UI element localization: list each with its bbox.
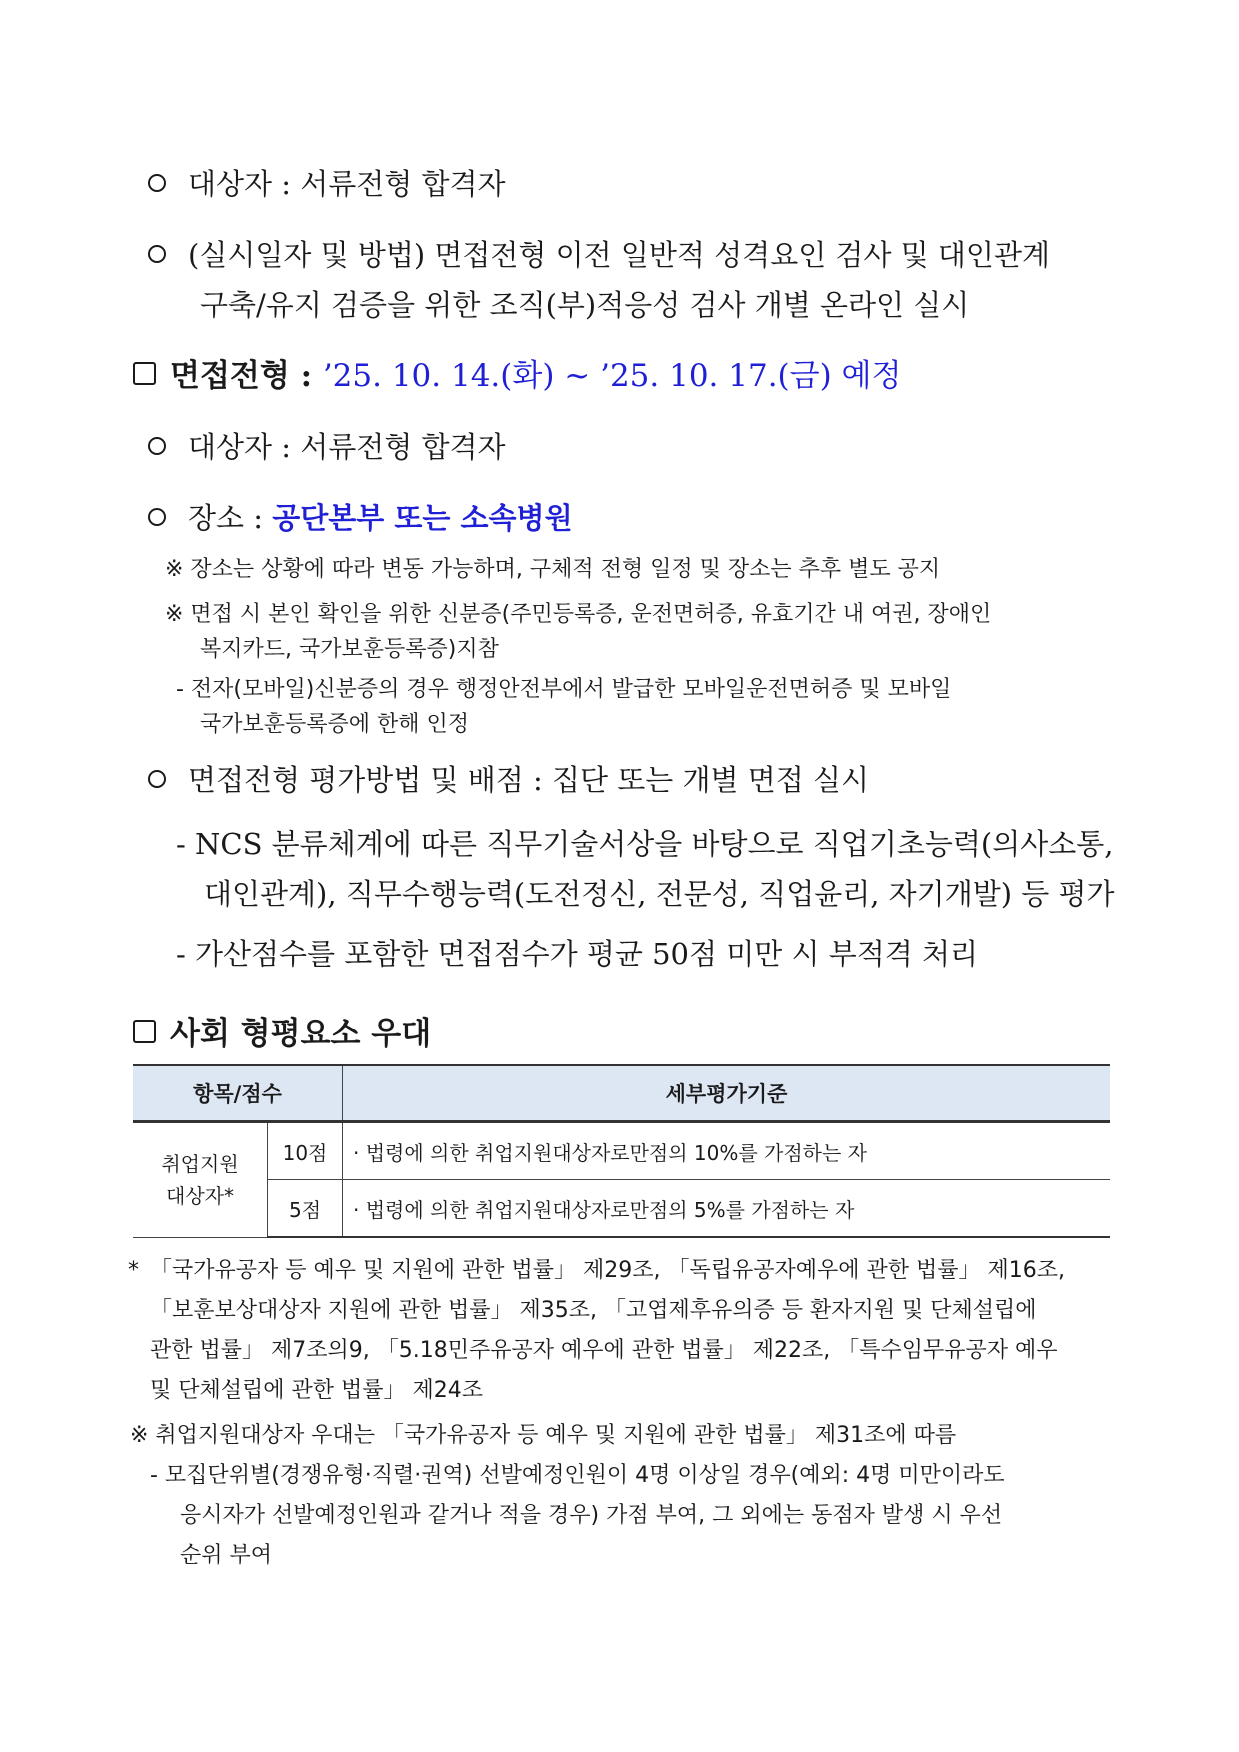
square-bullet-icon [133, 1020, 156, 1043]
eval-line: 면접전형 평가방법 및 배점 : 집단 또는 개별 면접 실시 [148, 758, 1239, 799]
footnote-detail-2: 응시자가 선발예정인원과 같거나 적을 경우) 가점 부여, 그 외에는 동점자 발생 시 우선 [180, 1503, 1003, 1528]
eval-detail-1: - NCS 분류체계에 따른 직무기술서상을 바탕으로 직업기초능력(의사소통, [176, 827, 1114, 861]
footnote-detail-1: - 모집단위별(경쟁유형·직렬·권역) 선발예정인원이 4명 이상일 경우(예외: 4명 미만이라도 [150, 1463, 1005, 1488]
circle-bullet-icon [148, 245, 166, 263]
footnote-note: ※ 취업지원대상자 우대는 「국가유공자 등 예우 및 지원에 관한 법률」 제31조에 따름 [130, 1423, 957, 1448]
detail-cell: · 법령에 의한 취업지원대상자로만점의 10%를 가점하는 자 [343, 1122, 1111, 1180]
score-cell: 10점 [268, 1122, 343, 1180]
category-cell: 취업지원 대상자* [133, 1122, 268, 1238]
target-line: 대상자 : 서류전형 합격자 [148, 162, 1239, 203]
score-cell: 5점 [268, 1180, 343, 1238]
note-location: ※ 장소는 상황에 따라 변동 가능하며, 구체적 전형 일정 및 장소는 추후 별도 공지 [165, 557, 941, 582]
footnote-line-3: 관한 법률」 제7조의9, 「5.18민주유공자 예우에 관한 법률」 제22조, 「특수임무유공자 예우 [150, 1338, 1058, 1363]
criteria-table [133, 1064, 1110, 1238]
circle-bullet-icon [148, 508, 166, 526]
footnote-line-1: 「국가유공자 등 예우 및 지원에 관한 법률」 제29조, 「독립유공자예우에 관한 법률」 제16조, [150, 1258, 1065, 1283]
footnote-line-2: 「보훈보상대상자 지원에 관한 법률」 제35조, 「고엽제후유의증 등 환자지원 및 단체설립에 [150, 1298, 1037, 1323]
header-detail: 세부평가기준 [343, 1065, 1111, 1122]
detail-cell: · 법령에 의한 취업지원대상자로만점의 5%를 가점하는 자 [343, 1180, 1111, 1238]
note-mobile-id-cont: 국가보훈등록증에 한해 인정 [200, 712, 470, 737]
footnote-line-4: 및 단체설립에 관한 법률」 제24조 [150, 1378, 483, 1403]
eval-detail-1-cont: 대인관계), 직무수행능력(도전정신, 전문성, 직업윤리, 자기개발) 등 평가 [204, 877, 1115, 911]
footnote-star: * [128, 1258, 139, 1283]
circle-bullet-icon [148, 174, 166, 192]
circle-bullet-icon [148, 770, 166, 788]
circle-bullet-icon [148, 437, 166, 455]
square-bullet-icon [133, 362, 156, 385]
footnote-detail-3: 순위 부여 [180, 1543, 273, 1568]
note-id: ※ 면접 시 본인 확인을 위한 신분증(주민등록증, 운전면허증, 유효기간 내 여권, 장애인 [165, 602, 992, 627]
method-line-cont: 구축/유지 검증을 위한 조직(부)적응성 검사 개별 온라인 실시 [200, 288, 970, 322]
header-item: 항목/점수 [133, 1065, 343, 1122]
table-row [133, 1180, 1110, 1238]
eval-detail-2: - 가산점수를 포함한 면접점수가 평균 50점 미만 시 부적격 처리 [176, 937, 979, 971]
table-header-row [133, 1065, 1110, 1122]
social-heading: 사회 형평요소 우대 [133, 1008, 1239, 1053]
note-mobile-id: - 전자(모바일)신분증의 경우 행정안전부에서 발급한 모바일운전면허증 및 모바일 [176, 677, 952, 702]
method-line: (실시일자 및 방법) 면접전형 이전 일반적 성격요인 검사 및 대인관계 [148, 233, 1239, 274]
note-id-cont: 복지카드, 국가보훈등록증)지참 [200, 637, 499, 662]
target-line-2: 대상자 : 서류전형 합격자 [148, 425, 1239, 466]
table-row [133, 1122, 1110, 1180]
interview-heading: 면접전형 : ’25. 10. 14.(화) ~ ’25. 10. 17.(금) 예정 [133, 350, 1239, 395]
location-line: 장소 : 공단본부 또는 소속병원 [148, 496, 1239, 537]
